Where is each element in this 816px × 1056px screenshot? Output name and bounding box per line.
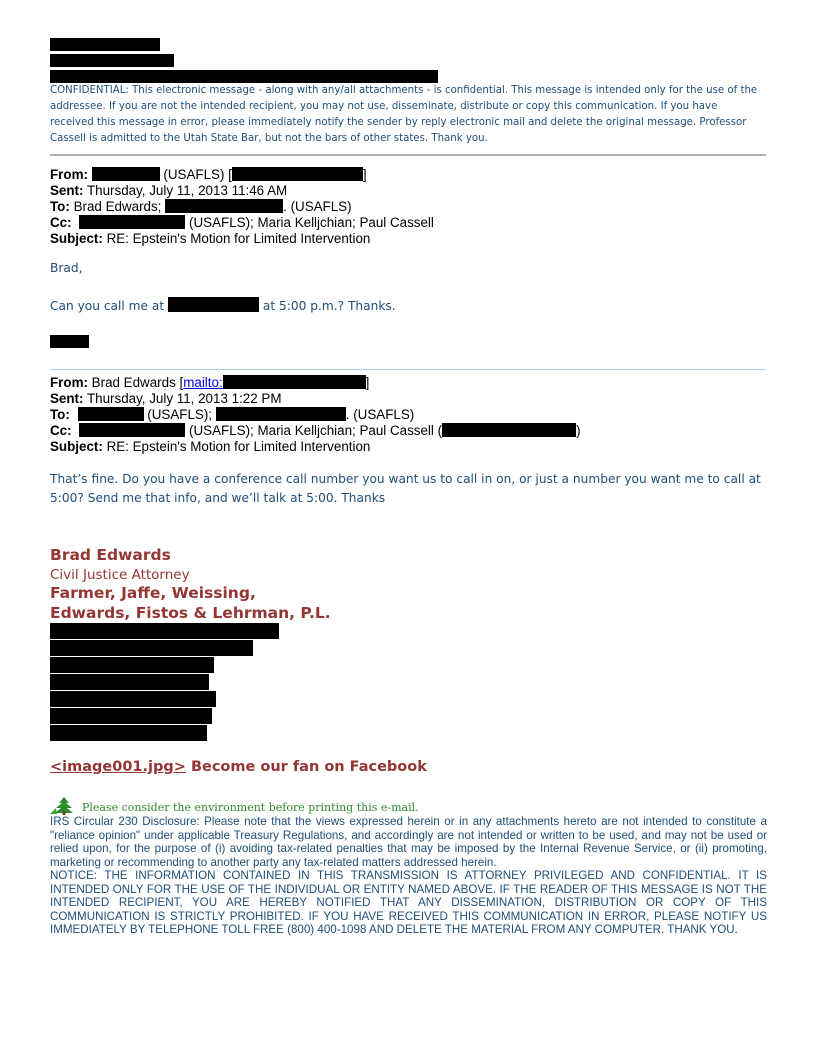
redaction-block (50, 725, 207, 741)
subject-value: RE: Epstein's Motion for Limited Intervention (106, 231, 371, 246)
redaction-inline (442, 423, 576, 437)
image-link[interactable]: <image001.jpg> (50, 759, 186, 775)
email1-cc-row (50, 214, 434, 231)
redaction-inline (216, 407, 346, 421)
cc-value: (USAFLS); Maria Kelljchian; Paul Cassell (189, 215, 434, 230)
redaction-block (50, 38, 160, 51)
body-text: Can you call me at (50, 299, 165, 313)
email2-body-line: 5:00? Send me that info, and we’ll talk at 5:00. Thanks (50, 491, 386, 505)
sent-label: Sent: (50, 391, 84, 406)
from-close: ] (365, 375, 370, 390)
sent-value: Thursday, July 11, 2013 11:46 AM (86, 183, 288, 198)
facebook-text: Become our fan on Facebook (185, 759, 427, 775)
redaction-block (50, 657, 214, 673)
email2-cc-row (50, 422, 581, 439)
redaction-block (50, 640, 253, 656)
confidential-notice: CONFIDENTIAL: This electronic message - along with any/all attachments - is confidential. This message is intended only for the use of the addressee. If you are not the intended recipient, you may not use, disseminate, distribute or copy this communication. If you have received this message in error, please immediately notify the sender by reply electronic mail and delete the original message. Professor Cassell is admitted to the Utah State Bar, but not the bars of other states. Thank you. (50, 85, 758, 144)
redaction-block (50, 335, 89, 348)
email2-body-line: That’s fine. Do you have a conference call number you want us to call in on, or just a number you want me to call at (50, 472, 761, 486)
from-label: From: (50, 375, 88, 390)
email2-subject-row (50, 438, 370, 455)
redaction-inline (79, 423, 185, 437)
subject-label: Subject: (50, 439, 103, 454)
divider (50, 154, 766, 156)
email1-to-row (50, 198, 352, 215)
from-label: From: (50, 167, 88, 182)
signature-firm-line: Farmer, Jaffe, Weissing, (50, 584, 256, 602)
redaction-block (50, 54, 174, 67)
tree-icon (50, 797, 74, 815)
redaction-block (50, 623, 279, 639)
to-value: . (USAFLS) (283, 199, 352, 214)
cc-close: ) (576, 423, 581, 438)
redaction-inline (92, 167, 160, 181)
subject-value: RE: Epstein's Motion for Limited Intervention (106, 439, 371, 454)
cc-label: Cc: (50, 215, 72, 230)
email1-sent-row (50, 182, 287, 199)
cc-value: (USAFLS); Maria Kelljchian; Paul Cassell ( (189, 423, 443, 438)
redaction-inline (78, 407, 144, 421)
confidentiality-notice: NOTICE: THE INFORMATION CONTAINED IN THIS TRANSMISSION IS ATTORNEY PRIVILEGED AND CONFIDENTIAL. IT IS INTENDED ONLY FOR THE USE OF THE INDIVIDUAL OR ENTITY NAMED ABOVE. IF THE READER OF THIS MESSAGE IS NOT THE INTENDED RECIPIENT, YOU ARE HEREBY NOTIFIED THAT ANY DISSEMINATION, DISTRIBUTION OR COPY OF THIS COMMUNICATION IS STRICTLY PROHIBITED. IF YOU HAVE RECEIVED THIS COMMUNICATION IN ERROR, PLEASE NOTIFY US IMMEDIATELY BY TELEPHONE TOLL FREE (800) 400-1098 AND DELETE THE MATERIAL FROM ANY COMPUTER. THANK YOU. (50, 869, 767, 936)
body-text: at 5:00 p.m.? Thanks. (262, 299, 396, 313)
divider (50, 369, 766, 370)
redaction-inline (168, 297, 259, 312)
email2-from-row (50, 374, 369, 391)
email1-greeting: Brad, (50, 261, 83, 275)
redaction-block (50, 674, 209, 690)
signature-firm-line: Edwards, Fistos & Lehrman, P.L. (50, 604, 331, 622)
facebook-line (50, 759, 427, 775)
redaction-inline (165, 199, 283, 213)
legal-disclaimer (50, 815, 767, 937)
redaction-block (50, 708, 212, 724)
irs-disclosure: IRS Circular 230 Disclosure: Please note that the views expressed herein or in any attachments hereto are not intended to constitute a "reliance opinion" under applicable Treasury Regulations, and accordingly are not intended or written to be used, and may not be used or relied upon, for the purpose of (i) avoiding tax-related penalties that may be imposed by the Internal Revenue Service, or (ii) promoting, marketing or recommending to another party any tax-related matters addressed herein. (50, 815, 767, 869)
to-label: To: (50, 407, 70, 422)
from-value: Brad Edwards [ (91, 375, 184, 390)
from-close: ] (362, 167, 367, 182)
signature-title: Civil Justice Attorney (50, 567, 190, 583)
to-value: (USAFLS); (147, 407, 213, 422)
from-value: (USAFLS) [ (163, 167, 232, 182)
mailto-link[interactable]: mailto: (183, 375, 223, 390)
signature-name: Brad Edwards (50, 546, 171, 564)
redaction-inline (232, 167, 363, 181)
sent-value: Thursday, July 11, 2013 1:22 PM (86, 391, 282, 406)
sent-label: Sent: (50, 183, 84, 198)
redaction-block (50, 691, 216, 707)
email1-body (50, 297, 396, 313)
email2-sent-row (50, 390, 282, 407)
email1-subject-row (50, 230, 370, 247)
redaction-inline (79, 215, 185, 229)
redaction-inline (223, 375, 366, 389)
redaction-block (50, 70, 438, 83)
cc-label: Cc: (50, 423, 72, 438)
environment-text: Please consider the environment before printing this e-mail. (82, 801, 419, 814)
to-value: . (USAFLS) (345, 407, 415, 422)
to-value: Brad Edwards; (73, 199, 162, 214)
email2-to-row (50, 406, 414, 423)
subject-label: Subject: (50, 231, 103, 246)
email1-from-row (50, 166, 367, 183)
to-label: To: (50, 199, 70, 214)
